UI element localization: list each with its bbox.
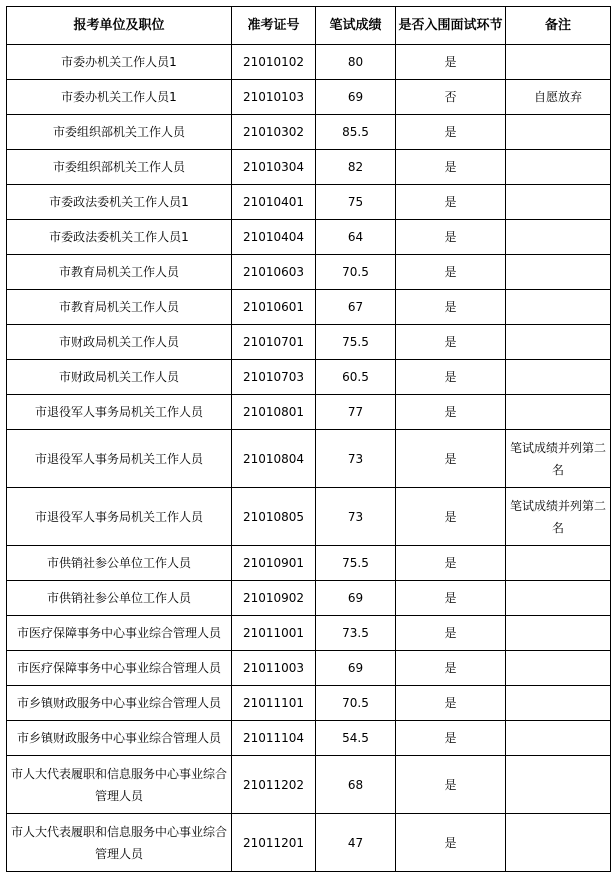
cell-score: 64 bbox=[316, 220, 396, 255]
cell-exam-id: 21010103 bbox=[232, 80, 316, 115]
cell-interview: 否 bbox=[396, 80, 506, 115]
cell-unit: 市委政法委机关工作人员1 bbox=[7, 185, 232, 220]
cell-note: 自愿放弃 bbox=[506, 80, 611, 115]
cell-interview: 是 bbox=[396, 115, 506, 150]
table-row bbox=[7, 150, 611, 185]
cell-score: 85.5 bbox=[316, 115, 396, 150]
cell-score: 60.5 bbox=[316, 360, 396, 395]
cell-unit: 市退役军人事务局机关工作人员 bbox=[7, 395, 232, 430]
cell-exam-id: 21010404 bbox=[232, 220, 316, 255]
cell-score: 69 bbox=[316, 581, 396, 616]
cell-exam-id: 21010603 bbox=[232, 255, 316, 290]
table-row bbox=[7, 581, 611, 616]
cell-score: 47 bbox=[316, 814, 396, 872]
cell-unit: 市教育局机关工作人员 bbox=[7, 255, 232, 290]
cell-note bbox=[506, 325, 611, 360]
table-row bbox=[7, 80, 611, 115]
cell-exam-id: 21011001 bbox=[232, 616, 316, 651]
cell-exam-id: 21010302 bbox=[232, 115, 316, 150]
table-row bbox=[7, 185, 611, 220]
cell-score: 69 bbox=[316, 80, 396, 115]
cell-note bbox=[506, 115, 611, 150]
cell-unit: 市供销社参公单位工作人员 bbox=[7, 581, 232, 616]
cell-unit: 市财政局机关工作人员 bbox=[7, 360, 232, 395]
table-row bbox=[7, 220, 611, 255]
cell-unit: 市乡镇财政服务中心事业综合管理人员 bbox=[7, 686, 232, 721]
cell-exam-id: 21011101 bbox=[232, 686, 316, 721]
table-body bbox=[7, 45, 611, 872]
cell-score: 70.5 bbox=[316, 686, 396, 721]
cell-score: 68 bbox=[316, 756, 396, 814]
cell-exam-id: 21011104 bbox=[232, 721, 316, 756]
cell-interview: 是 bbox=[396, 651, 506, 686]
cell-unit: 市委政法委机关工作人员1 bbox=[7, 220, 232, 255]
cell-exam-id: 21011003 bbox=[232, 651, 316, 686]
cell-note bbox=[506, 255, 611, 290]
results-table bbox=[6, 6, 611, 872]
cell-exam-id: 21011202 bbox=[232, 756, 316, 814]
cell-interview: 是 bbox=[396, 325, 506, 360]
table-row bbox=[7, 360, 611, 395]
cell-interview: 是 bbox=[396, 395, 506, 430]
cell-unit: 市财政局机关工作人员 bbox=[7, 325, 232, 360]
cell-interview: 是 bbox=[396, 581, 506, 616]
cell-unit: 市乡镇财政服务中心事业综合管理人员 bbox=[7, 721, 232, 756]
cell-note bbox=[506, 581, 611, 616]
cell-unit: 市供销社参公单位工作人员 bbox=[7, 546, 232, 581]
cell-note bbox=[506, 814, 611, 872]
cell-score: 73.5 bbox=[316, 616, 396, 651]
cell-interview: 是 bbox=[396, 430, 506, 488]
cell-note bbox=[506, 651, 611, 686]
table-row bbox=[7, 45, 611, 80]
table-row bbox=[7, 686, 611, 721]
cell-score: 82 bbox=[316, 150, 396, 185]
cell-note bbox=[506, 290, 611, 325]
table-row bbox=[7, 756, 611, 814]
cell-unit: 市委办机关工作人员1 bbox=[7, 80, 232, 115]
cell-exam-id: 21010703 bbox=[232, 360, 316, 395]
cell-score: 75.5 bbox=[316, 546, 396, 581]
cell-note: 笔试成绩并列第二名 bbox=[506, 430, 611, 488]
cell-exam-id: 21010805 bbox=[232, 488, 316, 546]
cell-note bbox=[506, 45, 611, 80]
cell-score: 75.5 bbox=[316, 325, 396, 360]
cell-score: 80 bbox=[316, 45, 396, 80]
table-row bbox=[7, 395, 611, 430]
cell-exam-id: 21011201 bbox=[232, 814, 316, 872]
cell-note bbox=[506, 220, 611, 255]
table-row bbox=[7, 255, 611, 290]
table-row bbox=[7, 488, 611, 546]
cell-note bbox=[506, 686, 611, 721]
cell-score: 54.5 bbox=[316, 721, 396, 756]
cell-exam-id: 21010804 bbox=[232, 430, 316, 488]
cell-note bbox=[506, 756, 611, 814]
cell-interview: 是 bbox=[396, 814, 506, 872]
cell-score: 70.5 bbox=[316, 255, 396, 290]
cell-score: 67 bbox=[316, 290, 396, 325]
table-row bbox=[7, 721, 611, 756]
header-note: 备注 bbox=[506, 7, 611, 45]
header-unit: 报考单位及职位 bbox=[7, 7, 232, 45]
cell-note bbox=[506, 546, 611, 581]
cell-interview: 是 bbox=[396, 45, 506, 80]
cell-interview: 是 bbox=[396, 220, 506, 255]
cell-interview: 是 bbox=[396, 290, 506, 325]
cell-exam-id: 21010902 bbox=[232, 581, 316, 616]
cell-unit: 市医疗保障事务中心事业综合管理人员 bbox=[7, 616, 232, 651]
cell-interview: 是 bbox=[396, 756, 506, 814]
cell-exam-id: 21010701 bbox=[232, 325, 316, 360]
cell-interview: 是 bbox=[396, 150, 506, 185]
cell-unit: 市委组织部机关工作人员 bbox=[7, 150, 232, 185]
cell-unit: 市退役军人事务局机关工作人员 bbox=[7, 430, 232, 488]
cell-exam-id: 21010401 bbox=[232, 185, 316, 220]
cell-note bbox=[506, 721, 611, 756]
cell-unit: 市委办机关工作人员1 bbox=[7, 45, 232, 80]
table-row bbox=[7, 115, 611, 150]
cell-score: 73 bbox=[316, 488, 396, 546]
header-exam-id: 准考证号 bbox=[232, 7, 316, 45]
table-row bbox=[7, 616, 611, 651]
table-row bbox=[7, 814, 611, 872]
cell-exam-id: 21010304 bbox=[232, 150, 316, 185]
cell-unit: 市教育局机关工作人员 bbox=[7, 290, 232, 325]
header-row bbox=[7, 7, 611, 45]
cell-interview: 是 bbox=[396, 686, 506, 721]
cell-note: 笔试成绩并列第二名 bbox=[506, 488, 611, 546]
cell-interview: 是 bbox=[396, 546, 506, 581]
cell-note bbox=[506, 616, 611, 651]
cell-score: 75 bbox=[316, 185, 396, 220]
cell-exam-id: 21010901 bbox=[232, 546, 316, 581]
cell-interview: 是 bbox=[396, 360, 506, 395]
cell-note bbox=[506, 395, 611, 430]
cell-exam-id: 21010801 bbox=[232, 395, 316, 430]
table-row bbox=[7, 325, 611, 360]
table-row bbox=[7, 651, 611, 686]
cell-note bbox=[506, 150, 611, 185]
cell-interview: 是 bbox=[396, 721, 506, 756]
cell-unit: 市医疗保障事务中心事业综合管理人员 bbox=[7, 651, 232, 686]
cell-interview: 是 bbox=[396, 488, 506, 546]
header-score: 笔试成绩 bbox=[316, 7, 396, 45]
cell-interview: 是 bbox=[396, 616, 506, 651]
table-row bbox=[7, 290, 611, 325]
cell-score: 73 bbox=[316, 430, 396, 488]
cell-exam-id: 21010102 bbox=[232, 45, 316, 80]
cell-unit: 市人大代表履职和信息服务中心事业综合管理人员 bbox=[7, 814, 232, 872]
cell-unit: 市退役军人事务局机关工作人员 bbox=[7, 488, 232, 546]
cell-note bbox=[506, 360, 611, 395]
cell-interview: 是 bbox=[396, 185, 506, 220]
cell-score: 69 bbox=[316, 651, 396, 686]
cell-unit: 市人大代表履职和信息服务中心事业综合管理人员 bbox=[7, 756, 232, 814]
table-row bbox=[7, 546, 611, 581]
cell-exam-id: 21010601 bbox=[232, 290, 316, 325]
header-interview: 是否入围面试环节 bbox=[396, 7, 506, 45]
cell-unit: 市委组织部机关工作人员 bbox=[7, 115, 232, 150]
cell-note bbox=[506, 185, 611, 220]
table-row bbox=[7, 430, 611, 488]
cell-score: 77 bbox=[316, 395, 396, 430]
cell-interview: 是 bbox=[396, 255, 506, 290]
